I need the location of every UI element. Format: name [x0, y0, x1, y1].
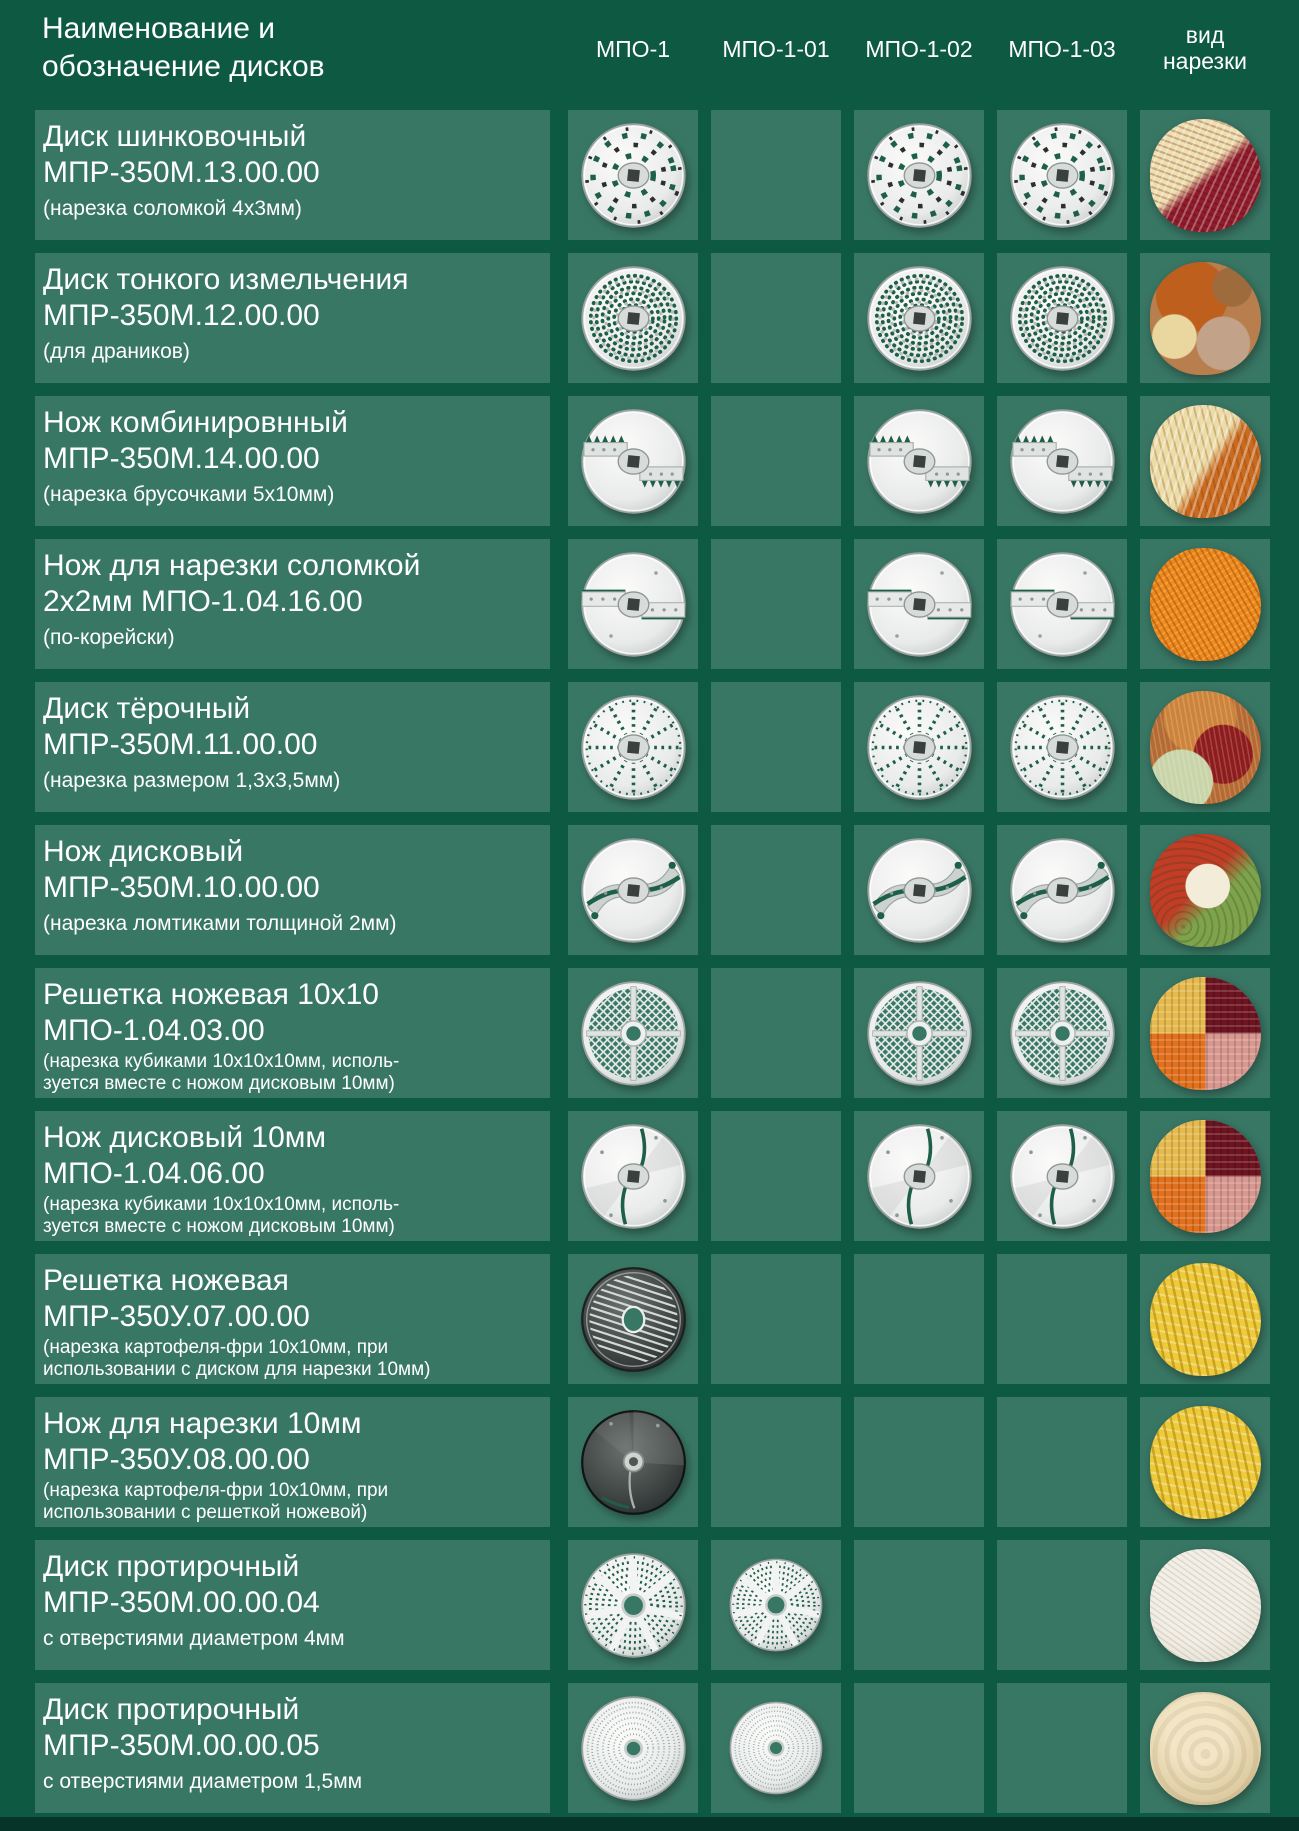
model-cell-mpo-1-03 — [997, 968, 1127, 1098]
grater-disc-icon — [861, 689, 978, 806]
disc-code: МПО-1.04.06.00 — [43, 1157, 265, 1190]
model-cell-mpo-1-02 — [854, 396, 984, 526]
table-row — [35, 1111, 1270, 1241]
model-cell-mpo-1 — [568, 539, 698, 669]
model-cell-mpo-1-02 — [854, 539, 984, 669]
disc-name-cell — [35, 539, 550, 669]
disc-code: МПО-1.04.03.00 — [43, 1014, 265, 1047]
disc-title: Решетка ножевая 10х10 — [43, 978, 379, 1011]
model-cell-mpo-1-02 — [854, 1397, 984, 1527]
model-cell-mpo-1-02 — [854, 1111, 984, 1241]
model-cell-mpo-1 — [568, 1683, 698, 1813]
disc-knife-10mm-icon — [1004, 1118, 1121, 1235]
table-row — [35, 396, 1270, 526]
model-cell-mpo-1 — [568, 1540, 698, 1670]
grater-disc-icon — [1004, 689, 1121, 806]
model-cell-mpo-1-02 — [854, 825, 984, 955]
julienne-knife-disc-icon — [861, 546, 978, 663]
table-row — [35, 1540, 1270, 1670]
model-cell-mpo-1-01 — [711, 1683, 841, 1813]
disc-title: Диск тонкого измельчения — [43, 263, 409, 296]
disc-title: Диск протирочный — [43, 1693, 300, 1726]
model-cell-mpo-1-02 — [854, 110, 984, 240]
julienne-knife-disc-icon — [1004, 546, 1121, 663]
disc-code: МПР-350М.00.00.04 — [43, 1586, 320, 1619]
disc-title: Диск протирочный — [43, 1550, 300, 1583]
model-cell-mpo-1-01 — [711, 1254, 841, 1384]
disc-name-cell — [35, 682, 550, 812]
model-cell-mpo-1-02 — [854, 968, 984, 1098]
disc-table — [35, 110, 1270, 1826]
model-cell-mpo-1-01 — [711, 110, 841, 240]
disc-code: МПР-350У.08.00.00 — [43, 1443, 310, 1476]
model-cell-mpo-1-01 — [711, 682, 841, 812]
model-cell-mpo-1-02 — [854, 1540, 984, 1670]
cut-view-cell — [1140, 396, 1270, 526]
model-cell-mpo-1-02 — [854, 1254, 984, 1384]
grater-disc-icon — [575, 689, 692, 806]
model-cell-mpo-1-03 — [997, 110, 1127, 240]
shredding-disc-icon — [575, 117, 692, 234]
cut-view-cell — [1140, 539, 1270, 669]
disc-name-cell — [35, 1540, 550, 1670]
disc-note: (нарезка кубиками 10х10х10мм, исполь- зуется вместе с ножом дисковым 10мм) — [43, 1051, 400, 1094]
model-cell-mpo-1-01 — [711, 968, 841, 1098]
model-cell-mpo-1 — [568, 1111, 698, 1241]
model-cell-mpo-1-03 — [997, 253, 1127, 383]
pureeing-disc-1.5mm-icon — [575, 1690, 692, 1807]
french-fry-knife-icon — [575, 1404, 692, 1521]
food-image-draniki — [1150, 262, 1261, 375]
cut-view-cell — [1140, 1683, 1270, 1813]
column-header-mpo-1-01: МПО-1-01 — [722, 36, 830, 62]
disc-note: (нарезка ломтиками толщиной 2мм) — [43, 912, 397, 935]
cut-view-cell — [1140, 253, 1270, 383]
model-cell-mpo-1-03 — [997, 1683, 1127, 1813]
cut-view-cell — [1140, 1254, 1270, 1384]
cut-view-cell — [1140, 1397, 1270, 1527]
disc-title: Нож для нарезки 10мм — [43, 1407, 362, 1440]
disc-code: МПР-350М.10.00.00 — [43, 871, 320, 904]
disc-note: (нарезка размером 1,3х3,5мм) — [43, 769, 341, 792]
model-cell-mpo-1-01 — [711, 1540, 841, 1670]
fine-grinding-disc-icon — [1004, 260, 1121, 377]
disc-note: (нарезка соломкой 4х3мм) — [43, 197, 302, 220]
disc-note: с отверстиями диаметром 1,5мм — [43, 1770, 363, 1793]
disc-name-cell — [35, 1111, 550, 1241]
slicing-knife-disc-icon — [861, 832, 978, 949]
table-row — [35, 1683, 1270, 1813]
disc-title: Нож дисковый — [43, 835, 244, 868]
food-image-vegetable-cubes — [1150, 1120, 1261, 1233]
food-image-french-fries — [1150, 1263, 1261, 1376]
cut-view-cell — [1140, 682, 1270, 812]
food-image-vegetable-cubes — [1150, 977, 1261, 1090]
food-image-batons — [1150, 405, 1261, 518]
disc-title: Решетка ножевая — [43, 1264, 289, 1297]
disc-note: (нарезка брусочками 5х10мм) — [43, 483, 335, 506]
cutting-grid-disc-icon — [861, 975, 978, 1092]
slicing-knife-disc-icon — [1004, 832, 1121, 949]
model-cell-mpo-1-02 — [854, 1683, 984, 1813]
disc-code: МПР-350М.12.00.00 — [43, 299, 320, 332]
model-cell-mpo-1 — [568, 253, 698, 383]
combined-knife-disc-icon — [575, 403, 692, 520]
disc-title: Нож комбинировнный — [43, 406, 348, 439]
food-image-shredded-straws — [1150, 119, 1261, 232]
shredding-disc-icon — [1004, 117, 1121, 234]
model-cell-mpo-1-03 — [997, 1397, 1127, 1527]
page-title: Наименование и обозначение дисков — [42, 12, 325, 83]
disc-name-cell — [35, 825, 550, 955]
model-cell-mpo-1-02 — [854, 682, 984, 812]
pureeing-disc-1.5mm-icon — [724, 1696, 828, 1800]
cutting-grid-disc-icon — [1004, 975, 1121, 1092]
food-image-grated-mix — [1150, 691, 1261, 804]
disc-note: (для драников) — [43, 340, 190, 363]
food-image-vegetable-slices — [1150, 834, 1261, 947]
model-cell-mpo-1-03 — [997, 539, 1127, 669]
disc-note: (нарезка картофеля-фри 10х10мм, при использовании с решеткой ножевой) — [43, 1480, 389, 1523]
model-cell-mpo-1 — [568, 1397, 698, 1527]
model-cell-mpo-1-03 — [997, 1111, 1127, 1241]
disc-name-cell — [35, 253, 550, 383]
model-cell-mpo-1-02 — [854, 253, 984, 383]
model-cell-mpo-1-03 — [997, 1540, 1127, 1670]
model-cell-mpo-1 — [568, 1254, 698, 1384]
disc-code: МПР-350М.14.00.00 — [43, 442, 320, 475]
cut-view-cell — [1140, 825, 1270, 955]
model-cell-mpo-1-03 — [997, 825, 1127, 955]
fine-grinding-disc-icon — [861, 260, 978, 377]
disc-name-cell — [35, 1397, 550, 1527]
table-row — [35, 1254, 1270, 1384]
disc-code: МПР-350М.00.00.05 — [43, 1729, 320, 1762]
food-image-puree — [1150, 1692, 1261, 1805]
disc-note: (нарезка картофеля-фри 10х10мм, при использовании с диском для нарезки 10мм) — [43, 1337, 431, 1380]
disc-note: (по-корейски) — [43, 626, 175, 649]
model-cell-mpo-1-03 — [997, 1254, 1127, 1384]
disc-title: Нож дисковый 10мм — [43, 1121, 327, 1154]
disc-code: 2х2мм МПО-1.04.16.00 — [43, 585, 363, 618]
model-cell-mpo-1-01 — [711, 396, 841, 526]
column-header-mpo-1-03: МПО-1-03 — [1008, 36, 1116, 62]
model-cell-mpo-1 — [568, 396, 698, 526]
food-image-korean-carrot — [1150, 548, 1261, 661]
model-cell-mpo-1 — [568, 110, 698, 240]
disc-code: МПР-350М.11.00.00 — [43, 728, 318, 761]
cut-view-cell — [1140, 1540, 1270, 1670]
julienne-knife-disc-icon — [575, 546, 692, 663]
combined-knife-disc-icon — [861, 403, 978, 520]
table-row — [35, 110, 1270, 240]
disc-title: Диск шинковочный — [43, 120, 307, 153]
pureeing-disc-4mm-icon — [575, 1547, 692, 1664]
slicing-knife-disc-icon — [575, 832, 692, 949]
fine-grinding-disc-icon — [575, 260, 692, 377]
disc-code: МПР-350У.07.00.00 — [43, 1300, 310, 1333]
column-header-mpo-1-02: МПО-1-02 — [865, 36, 973, 62]
pureeing-disc-4mm-icon — [724, 1553, 828, 1657]
table-row — [35, 682, 1270, 812]
model-cell-mpo-1-01 — [711, 825, 841, 955]
model-cell-mpo-1 — [568, 682, 698, 812]
disc-name-cell — [35, 1254, 550, 1384]
table-row — [35, 968, 1270, 1098]
disc-name-cell — [35, 968, 550, 1098]
bottom-bar — [0, 1817, 1299, 1831]
disc-code: МПР-350М.13.00.00 — [43, 156, 320, 189]
column-header-cut-view: вид нарезки — [1162, 22, 1248, 74]
cutting-grid-disc-icon — [575, 975, 692, 1092]
disc-title: Диск тёрочный — [43, 692, 251, 725]
model-cell-mpo-1-03 — [997, 682, 1127, 812]
french-fry-grid-icon — [575, 1261, 692, 1378]
cut-view-cell — [1140, 1111, 1270, 1241]
disc-title: Нож для нарезки соломкой — [43, 549, 421, 582]
disc-name-cell — [35, 396, 550, 526]
disc-note: с отверстиями диаметром 4мм — [43, 1627, 345, 1650]
model-cell-mpo-1-03 — [997, 396, 1127, 526]
cut-view-cell — [1140, 968, 1270, 1098]
table-row — [35, 825, 1270, 955]
disc-name-cell — [35, 110, 550, 240]
table-row — [35, 539, 1270, 669]
disc-note: (нарезка кубиками 10х10х10мм, исполь- зуется вместе с ножом дисковым 10мм) — [43, 1194, 400, 1237]
shredding-disc-icon — [861, 117, 978, 234]
column-header-mpo-1: МПО-1 — [595, 36, 671, 62]
model-cell-mpo-1-01 — [711, 1111, 841, 1241]
food-image-grated-white-mass — [1150, 1549, 1261, 1662]
model-cell-mpo-1-01 — [711, 253, 841, 383]
model-cell-mpo-1 — [568, 825, 698, 955]
table-row — [35, 1397, 1270, 1527]
combined-knife-disc-icon — [1004, 403, 1121, 520]
model-cell-mpo-1 — [568, 968, 698, 1098]
table-row — [35, 253, 1270, 383]
food-image-french-fries — [1150, 1406, 1261, 1519]
disc-knife-10mm-icon — [575, 1118, 692, 1235]
disc-knife-10mm-icon — [861, 1118, 978, 1235]
model-cell-mpo-1-01 — [711, 1397, 841, 1527]
cut-view-cell — [1140, 110, 1270, 240]
disc-name-cell — [35, 1683, 550, 1813]
model-cell-mpo-1-01 — [711, 539, 841, 669]
